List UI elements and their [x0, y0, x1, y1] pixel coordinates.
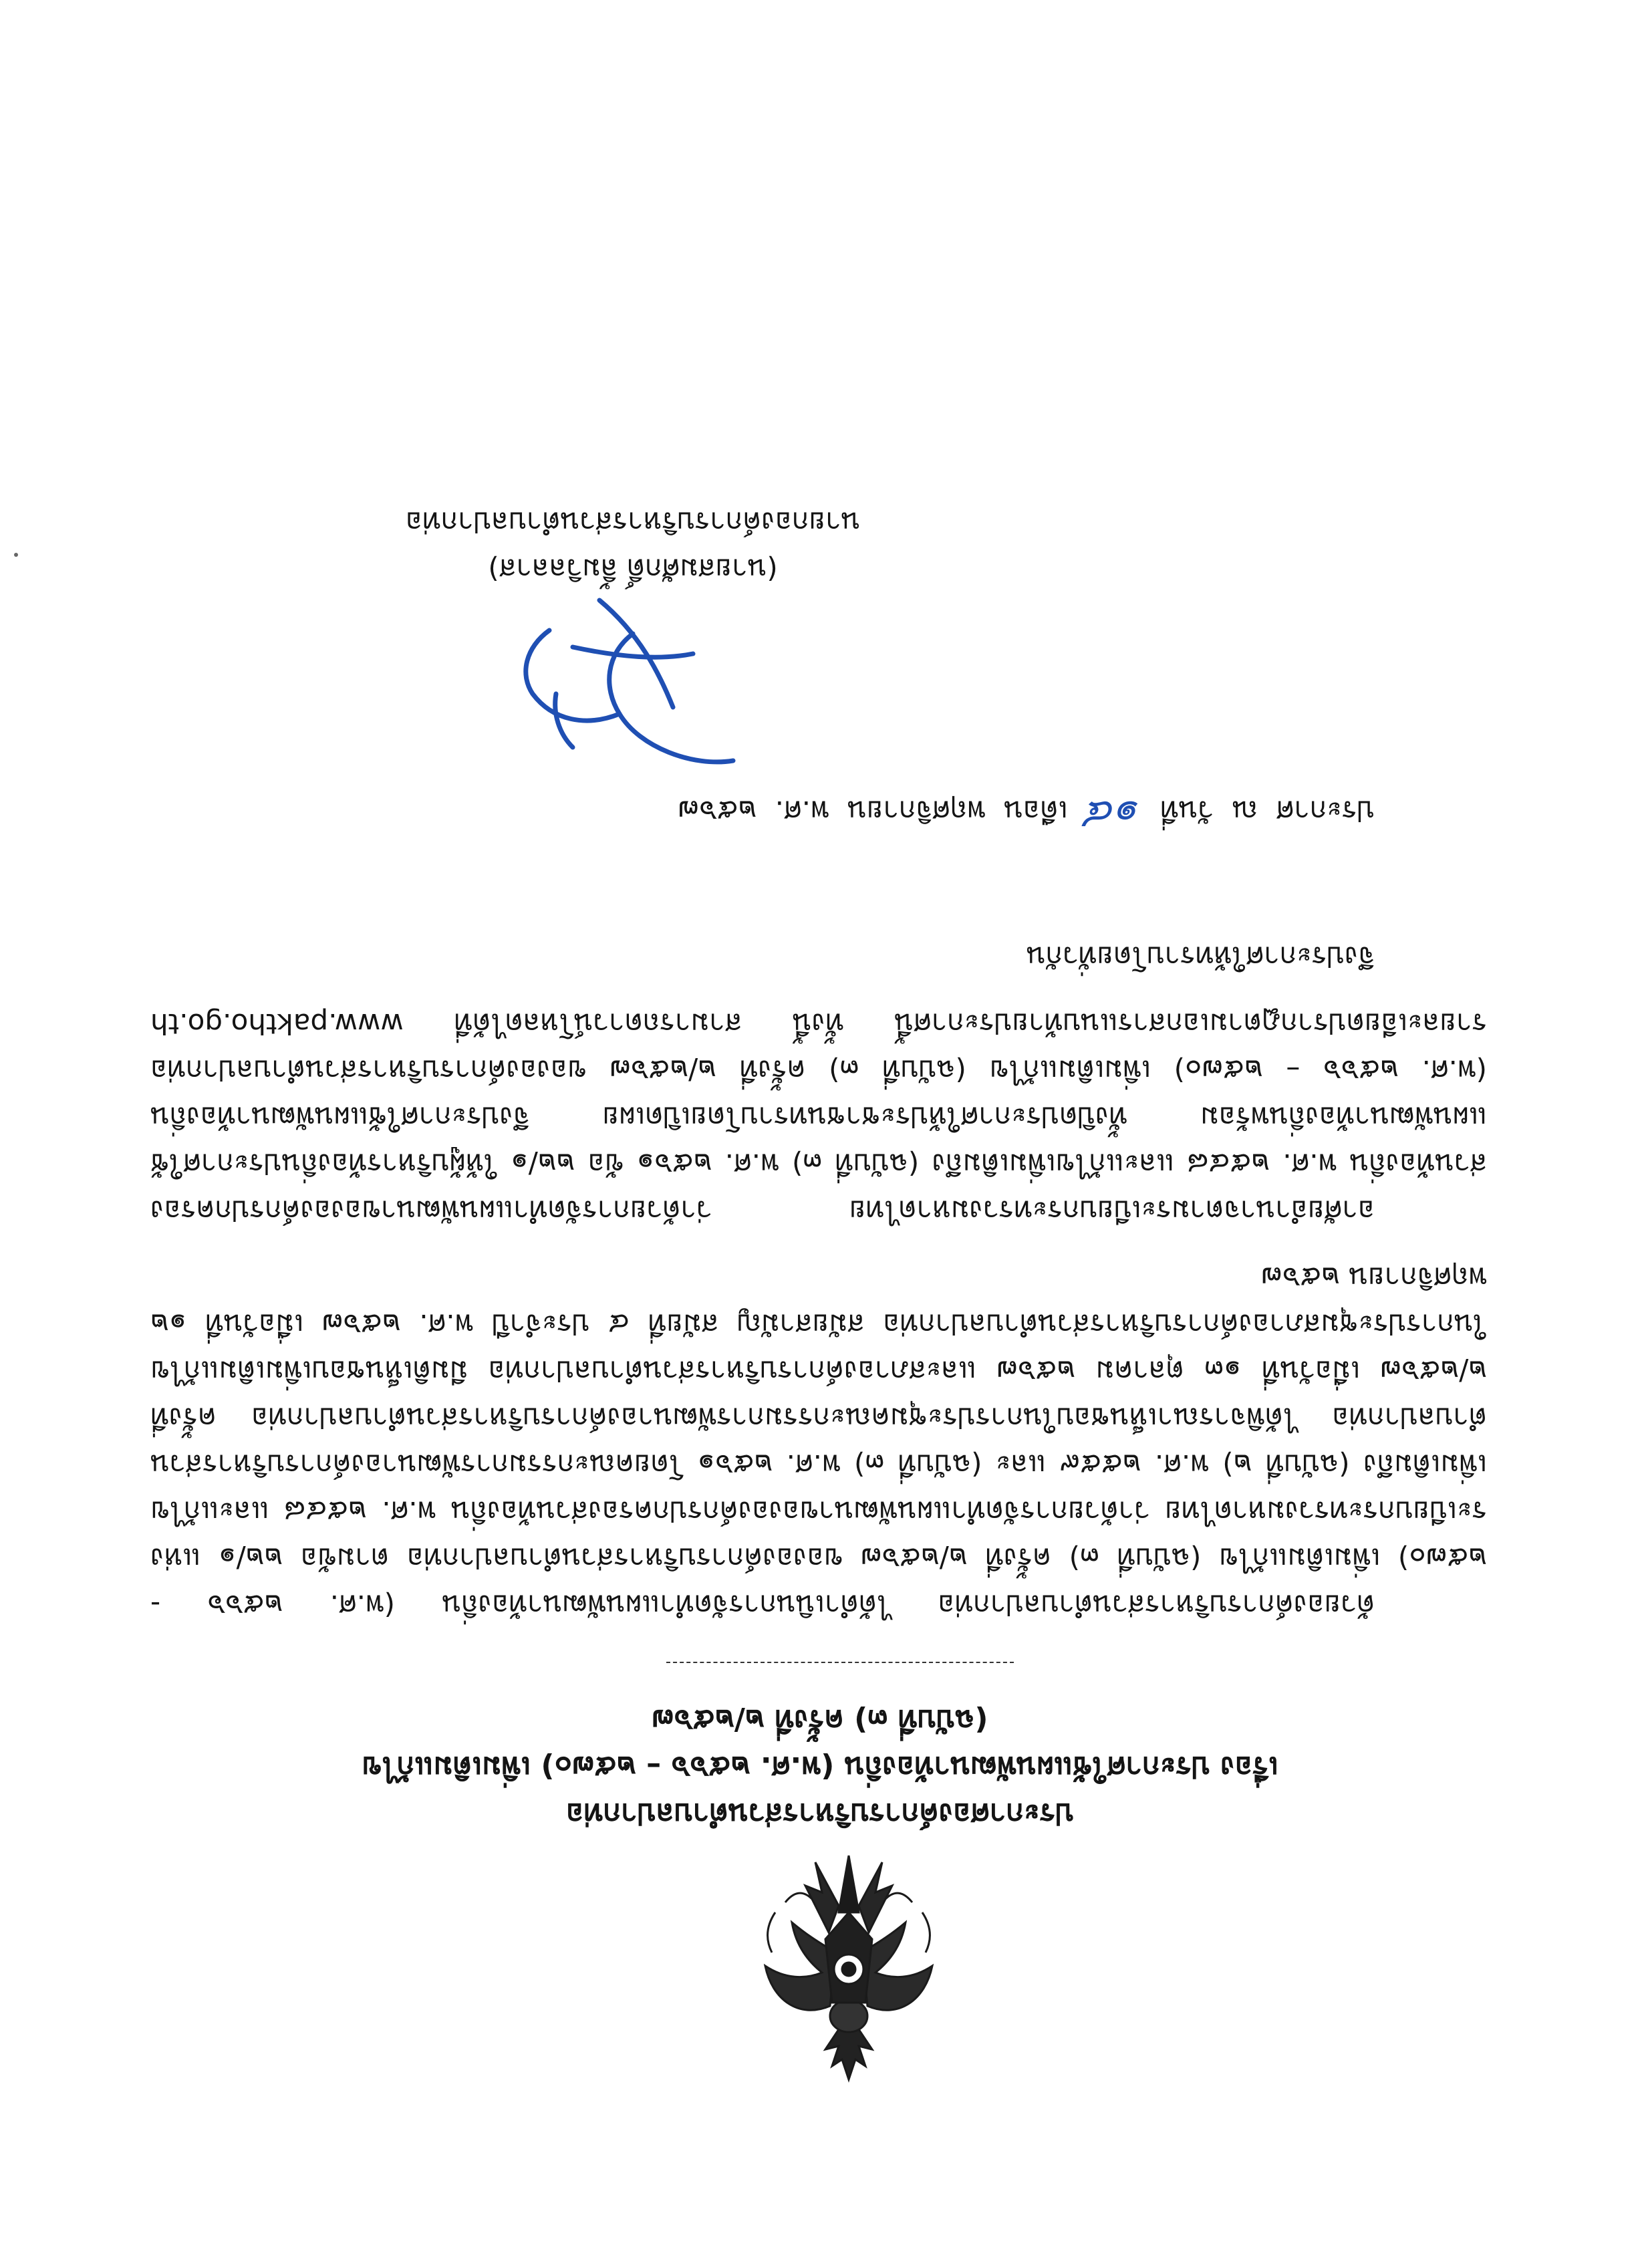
signer-position: นายกองค์การบริหารส่วนตำบลปากท่อ — [405, 506, 861, 539]
body-line: ส่วนท้องถิ่น พ.ศ. ๒๕๔๘ และแก้ไขเพิ่มเติมถึง (ฉบับที่ ๓) พ.ศ. ๒๕๖๑ ข้อ ๒๒/๑ ให้ผู้บริหารท้องถิ่นประกาศใช้ — [150, 1148, 1487, 1180]
announcement-title: ประกาศองค์การบริหารส่วนตำบลปากท่อ — [565, 1797, 1075, 1831]
handwritten-signature — [493, 587, 773, 787]
date-prefix: ประกาศ ณ วันที่ — [1159, 795, 1375, 828]
scan-speck — [14, 553, 18, 557]
signer-name: (นายสมศักดิ์ ลิ้มวิลลาส) — [488, 553, 778, 586]
closing-line: จึงประกาศให้ทราบโดยทั่วกัน — [1026, 940, 1375, 973]
body-line: พฤศจิกายน ๒๕๖๗ — [1261, 1261, 1487, 1294]
body-line: อาศัยอำนาจตามระเบียบกระทรวงมหาดไทย ว่าด้วยการจัดทำแผนพัฒนาขององค์กรปกครอง — [150, 1194, 1375, 1227]
body-line: ๒๕๗๐) เพิ่มเติมแก้ไข (ฉบับที่ ๓) ครั้งที่ ๒/๒๕๖๗ ขององค์การบริหารส่วนตำบลปากท่อ ตามข้อ ๒๒/๑ แห่ง — [150, 1542, 1487, 1575]
body-line: ระเบียบกระทรวงมหาดไทย ว่าด้วยการจัดทำแผนพัฒนาขององค์กรปกครองส่วนท้องถิ่น พ.ศ. ๒๕๔๘ และแก้ไข — [150, 1495, 1487, 1528]
body-line: ในการประชุมสภาองค์การบริหารส่วนตำบลปากท่อ สมัยสามัญ สมัยที่ ๔ ประจำปี พ.ศ. ๒๕๖๗ เมื่อวันที่ ๑๒ — [150, 1308, 1487, 1341]
announcement-edition: (ฉบับที่ ๓) ครั้งที่ ๒/๒๕๖๗ — [652, 1703, 988, 1737]
garuda-emblem-icon — [759, 1852, 939, 2086]
header-divider — [666, 1662, 1014, 1663]
date-day-handwritten: ๑๔ — [1086, 791, 1142, 838]
body-line: ๒/๒๕๖๗ เมื่อวันที่ ๑๓ ตุลาคม ๒๕๖๗ และสภาองค์การบริหารส่วนตำบลปากท่อ มีมติเห็นชอบเพิ่มเติมแก้ไข — [150, 1355, 1487, 1388]
announcement-subject: เรื่อง ประกาศใช้แผนพัฒนาท้องถิ่น (พ.ศ. ๒๕๖๖ – ๒๕๗๐) เพิ่มเติมแก้ไข — [362, 1750, 1278, 1784]
announcement-date — [399, 789, 1375, 836]
body-line: เพิ่มเติมถึง (ฉบับที่ ๒) พ.ศ. ๒๕๕๙ และ (ฉบับที่ ๓) พ.ศ. ๒๕๖๑ โดยคณะกรรมการพัฒนาองค์การบริหารส่วน — [150, 1448, 1487, 1481]
body-line: รายละเอียดปรากฏตามเอกสารแนบท้ายประกาศนี้ ทั้งนี้ สามารถดาวน์โหลดได้ที่ www.paktho.go.th — [150, 1007, 1487, 1040]
date-suffix: เดือน พฤศจิกายน พ.ศ. ๒๕๖๗ — [678, 795, 1068, 828]
body-line: ด้วยองค์การบริหารส่วนตำบลปากท่อ ได้ดำเนินการจัดทำแผนพัฒนาท้องถิ่น (พ.ศ. ๒๕๖๖ - — [150, 1589, 1375, 1622]
body-line: (พ.ศ. ๒๕๖๖ – ๒๕๗๐) เพิ่มเติมแก้ไข (ฉบับที่ ๓) ครั้งที่ ๒/๒๕๖๗ ขององค์การบริหารส่วนตำบลปากท่อ — [150, 1054, 1487, 1087]
body-line: แผนพัฒนาท้องถิ่นพร้อม ทั้งปิดประกาศให้ประชาชนทราบโดยเปิดเผย จึงประกาศใช้แผนพัฒนาท้องถิ่น — [150, 1101, 1487, 1134]
body-line: ตำบลปากท่อ ได้พิจารณาเห็นชอบในการประชุมคณะกรรมการพัฒนาองค์การบริหารส่วนตำบลปากท่อ ครั้งที่ — [150, 1402, 1487, 1434]
